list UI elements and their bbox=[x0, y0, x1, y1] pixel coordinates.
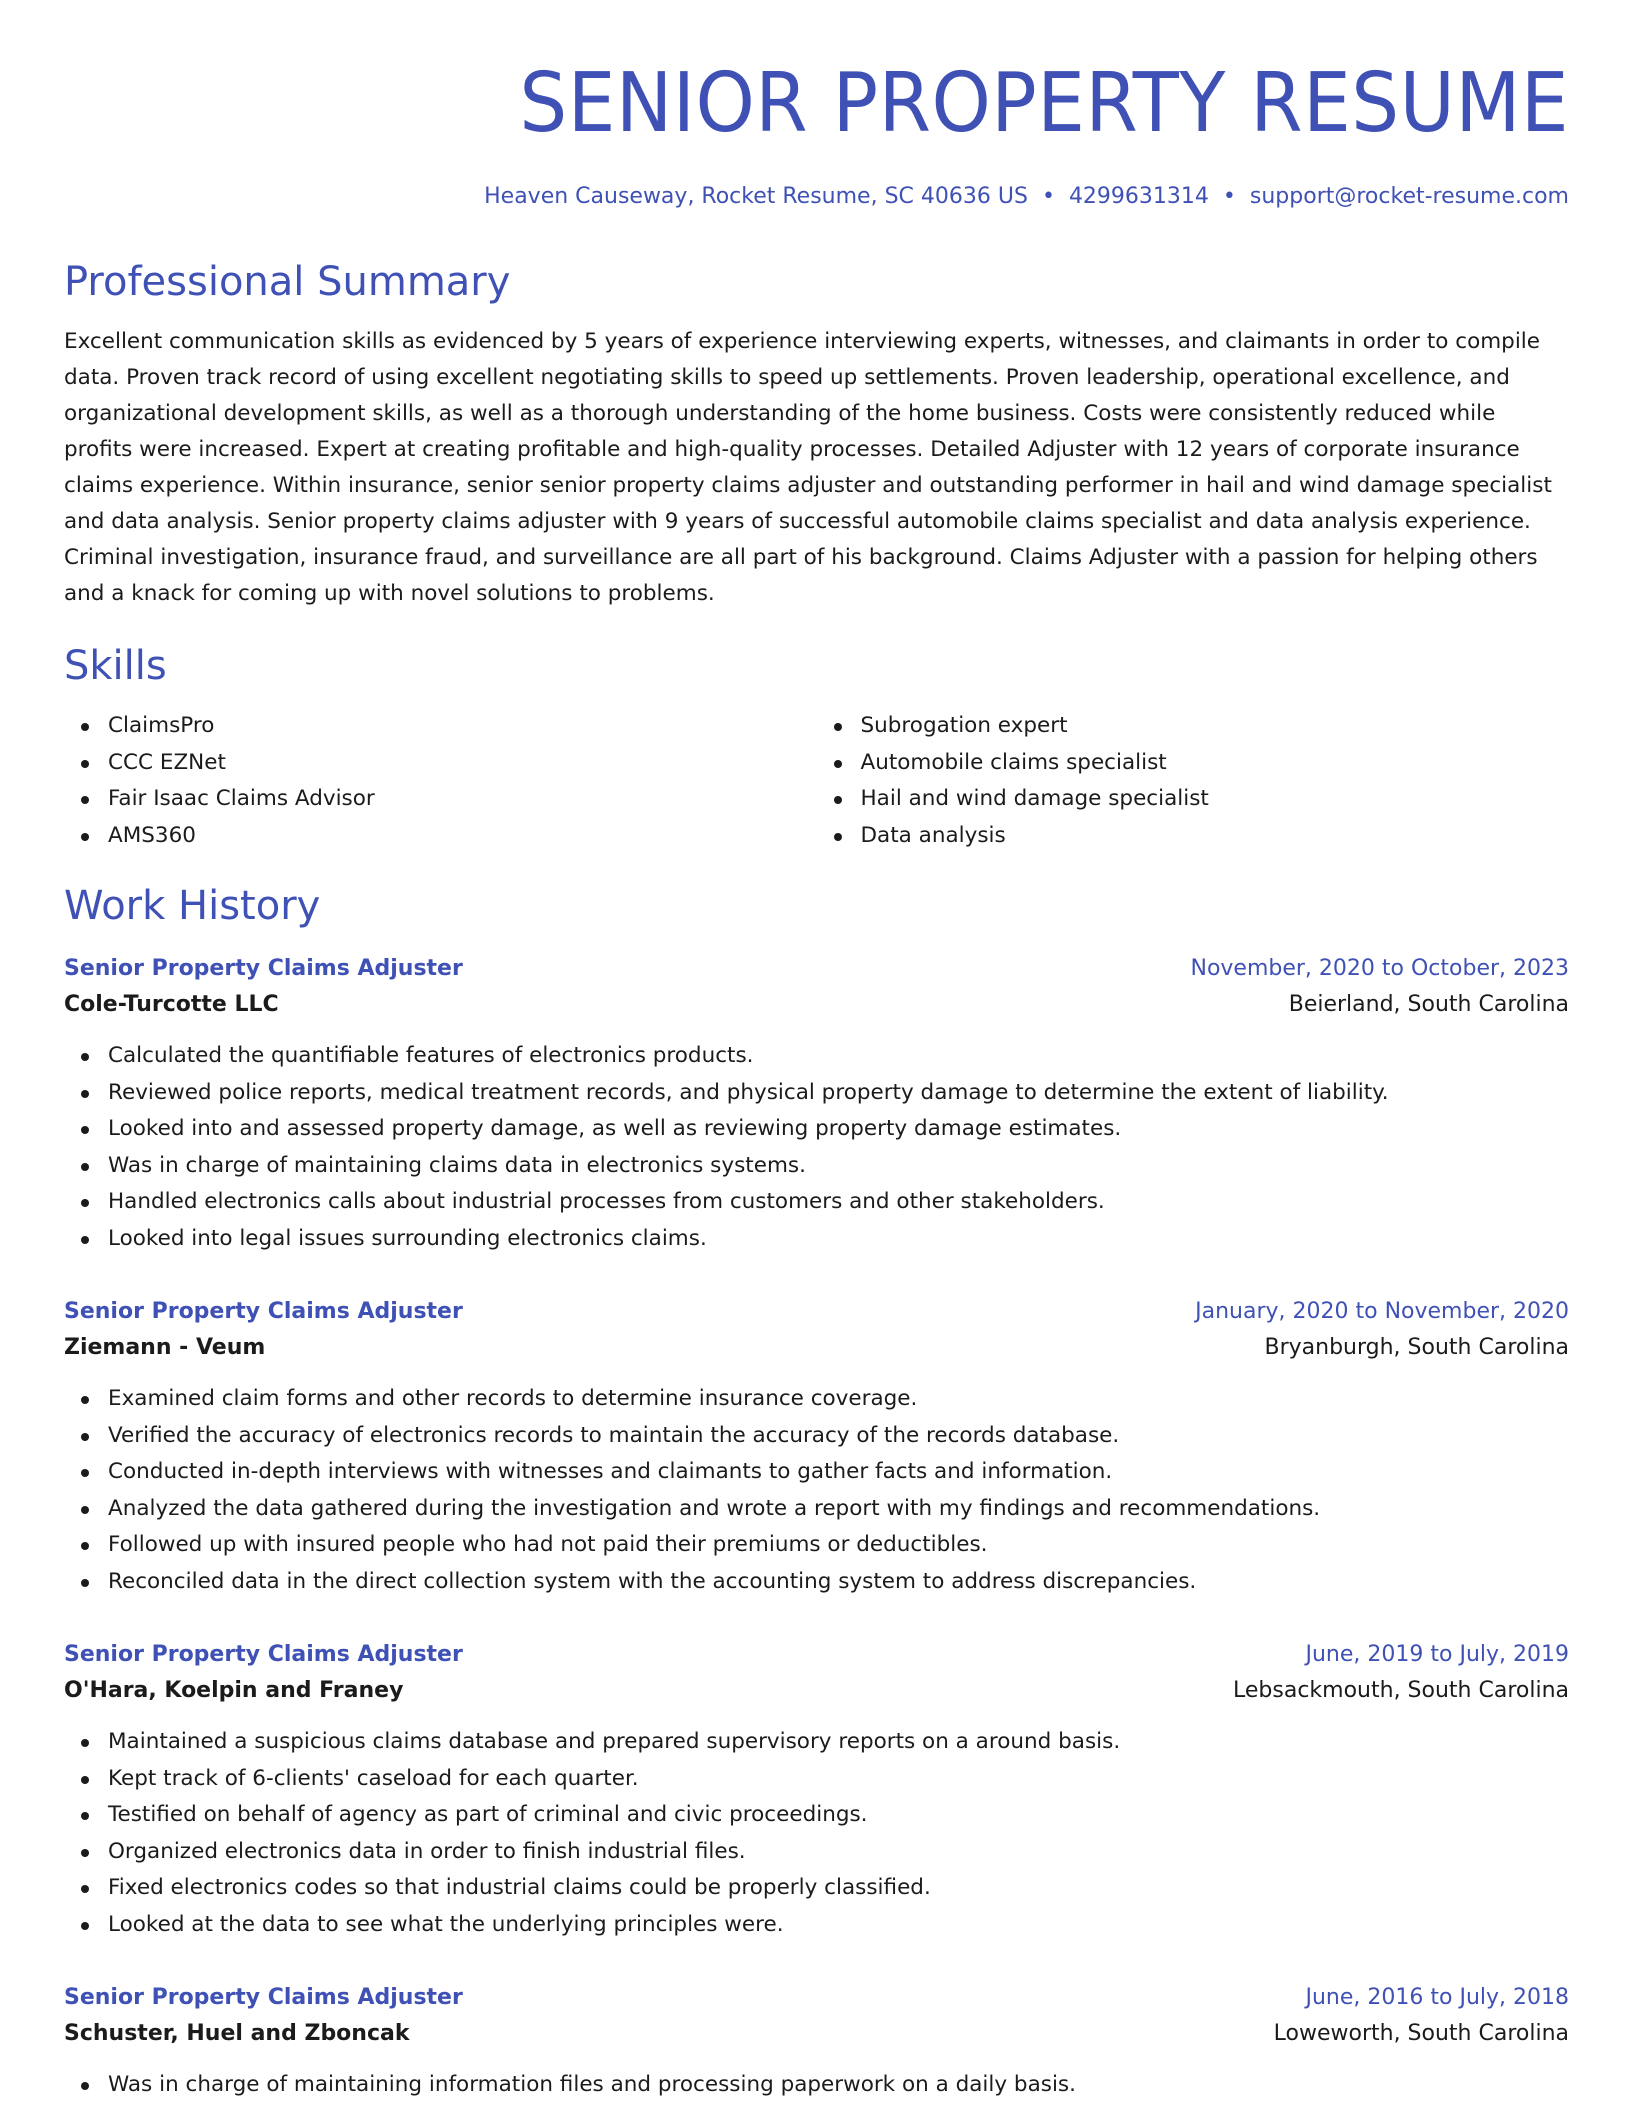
job-location: Loweworth, South Carolina bbox=[1273, 2021, 1569, 2046]
duty-item: Looked into and assessed property damage, as well as reviewing property damage estimates. bbox=[108, 1111, 1569, 1148]
duty-item: Handled electronics calls about industrial processes from customers and other stakeholders. bbox=[108, 1184, 1569, 1221]
job-entry bbox=[64, 952, 1569, 1257]
contact-separator: • bbox=[1222, 184, 1236, 209]
duty-item: Conducted in-depth interviews with witnesses and claimants to gather facts and information. bbox=[108, 1454, 1569, 1491]
contact-address: Heaven Causeway, Rocket Resume, SC 40636 US bbox=[484, 184, 1028, 209]
job-company: Ziemann - Veum bbox=[64, 1335, 266, 1360]
skill-item: Data analysis bbox=[861, 818, 1570, 855]
job-entry bbox=[64, 1981, 1569, 2104]
job-dates: June, 2016 to July, 2018 bbox=[1305, 1985, 1569, 2010]
job-header-row bbox=[64, 1981, 1569, 2015]
job-duties bbox=[64, 1724, 1569, 1943]
job-employer-row bbox=[64, 1329, 1569, 1367]
duty-item: Reconciled data in the direct collection system with the accounting system to address discrepancies. bbox=[108, 1564, 1569, 1601]
duty-item: Was in charge of maintaining information files and processing paperwork on a daily basis. bbox=[108, 2067, 1569, 2104]
job-dates: January, 2020 to November, 2020 bbox=[1195, 1299, 1569, 1324]
duty-item: Calculated the quantifiable features of electronics products. bbox=[108, 1038, 1569, 1075]
job-duties bbox=[64, 1381, 1569, 1600]
duty-item: Verified the accuracy of electronics records to maintain the accuracy of the records database. bbox=[108, 1418, 1569, 1455]
job-title: Senior Property Claims Adjuster bbox=[64, 1299, 463, 1324]
skill-item: Fair Isaac Claims Advisor bbox=[108, 781, 817, 818]
job-title: Senior Property Claims Adjuster bbox=[64, 1985, 463, 2010]
duty-item: Looked at the data to see what the underlying principles were. bbox=[108, 1907, 1569, 1944]
skill-item: Subrogation expert bbox=[861, 708, 1570, 745]
job-header-row bbox=[64, 1638, 1569, 1672]
duty-item: Maintained a suspicious claims database and prepared supervisory reports on a around basis. bbox=[108, 1724, 1569, 1761]
duty-item: Looked into legal issues surrounding electronics claims. bbox=[108, 1221, 1569, 1258]
job-dates: June, 2019 to July, 2019 bbox=[1305, 1642, 1569, 1667]
duty-item: Fixed electronics codes so that industrial claims could be properly classified. bbox=[108, 1870, 1569, 1907]
job-location: Lebsackmouth, South Carolina bbox=[1233, 1678, 1569, 1703]
job-employer-row bbox=[64, 986, 1569, 1024]
duty-item: Organized electronics data in order to finish industrial files. bbox=[108, 1834, 1569, 1871]
contact-email[interactable]: support@rocket-resume.com bbox=[1249, 184, 1569, 209]
duty-item: Kept track of 6-clients' caseload for each quarter. bbox=[108, 1761, 1569, 1798]
contact-phone: 4299631314 bbox=[1068, 184, 1209, 209]
job-entry bbox=[64, 1295, 1569, 1600]
skills-grid bbox=[64, 708, 1569, 854]
contact-line bbox=[64, 182, 1569, 212]
job-duties bbox=[64, 1038, 1569, 1257]
duty-item: Analyzed the data gathered during the investigation and wrote a report with my findings and recommendations. bbox=[108, 1491, 1569, 1528]
summary-text: Excellent communication skills as evidenced by 5 years of experience interviewing experts, witnesses, and claimants in order to compile data. Proven track record of using excellent negotiating skills to speed up settlements. Proven leadership, operational excellence, and organizational development skills, as well as a thorough understanding of the home business. Costs were consistently reduced while profits were increased. Expert at creating profitable and high-quality processes. Detailed Adjuster with 12 years of corporate insurance claims experience. Within insurance, senior senior property claims adjuster and outstanding performer in hail and wind damage specialist and data analysis. Senior property claims adjuster with 9 years of successful automobile claims specialist and data analysis experience. Criminal investigation, insurance fraud, and surveillance are all part of his background. Claims Adjuster with a passion for helping others and a knack for coming up with novel solutions to problems. bbox=[64, 329, 1552, 606]
job-duties bbox=[64, 2067, 1569, 2104]
duty-item: Was in charge of maintaining claims data in electronics systems. bbox=[108, 1148, 1569, 1185]
job-company: Schuster, Huel and Zboncak bbox=[64, 2021, 410, 2046]
skill-item: Hail and wind damage specialist bbox=[861, 781, 1570, 818]
job-employer-row bbox=[64, 1672, 1569, 1710]
resume-title: SENIOR PROPERTY RESUME bbox=[519, 56, 1569, 151]
job-location: Bryanburgh, South Carolina bbox=[1264, 1335, 1569, 1360]
job-company: O'Hara, Koelpin and Franey bbox=[64, 1678, 404, 1703]
job-title: Senior Property Claims Adjuster bbox=[64, 956, 463, 981]
work-history-heading: Work History bbox=[64, 883, 321, 929]
summary-heading: Professional Summary bbox=[64, 259, 511, 305]
job-header-row bbox=[64, 1295, 1569, 1329]
job-dates: November, 2020 to October, 2023 bbox=[1190, 956, 1569, 981]
contact-separator: • bbox=[1041, 184, 1055, 209]
job-company: Cole-Turcotte LLC bbox=[64, 992, 279, 1017]
duty-item: Testified on behalf of agency as part of criminal and civic proceedings. bbox=[108, 1797, 1569, 1834]
skills-list-right bbox=[817, 708, 1570, 854]
job-employer-row bbox=[64, 2015, 1569, 2053]
job-title: Senior Property Claims Adjuster bbox=[64, 1642, 463, 1667]
skill-item: AMS360 bbox=[108, 818, 817, 855]
job-header-row bbox=[64, 952, 1569, 986]
duty-item: Followed up with insured people who had not paid their premiums or deductibles. bbox=[108, 1527, 1569, 1564]
skill-item: Automobile claims specialist bbox=[861, 745, 1570, 782]
skill-item: CCC EZNet bbox=[108, 745, 817, 782]
job-location: Beierland, South Carolina bbox=[1288, 992, 1569, 1017]
duty-item: Examined claim forms and other records to determine insurance coverage. bbox=[108, 1381, 1569, 1418]
duty-item: Reviewed police reports, medical treatment records, and physical property damage to determine the extent of liability. bbox=[108, 1075, 1569, 1112]
skills-heading: Skills bbox=[64, 643, 167, 689]
job-entry bbox=[64, 1638, 1569, 1943]
skill-item: ClaimsPro bbox=[108, 708, 817, 745]
skills-list-left bbox=[64, 708, 817, 854]
